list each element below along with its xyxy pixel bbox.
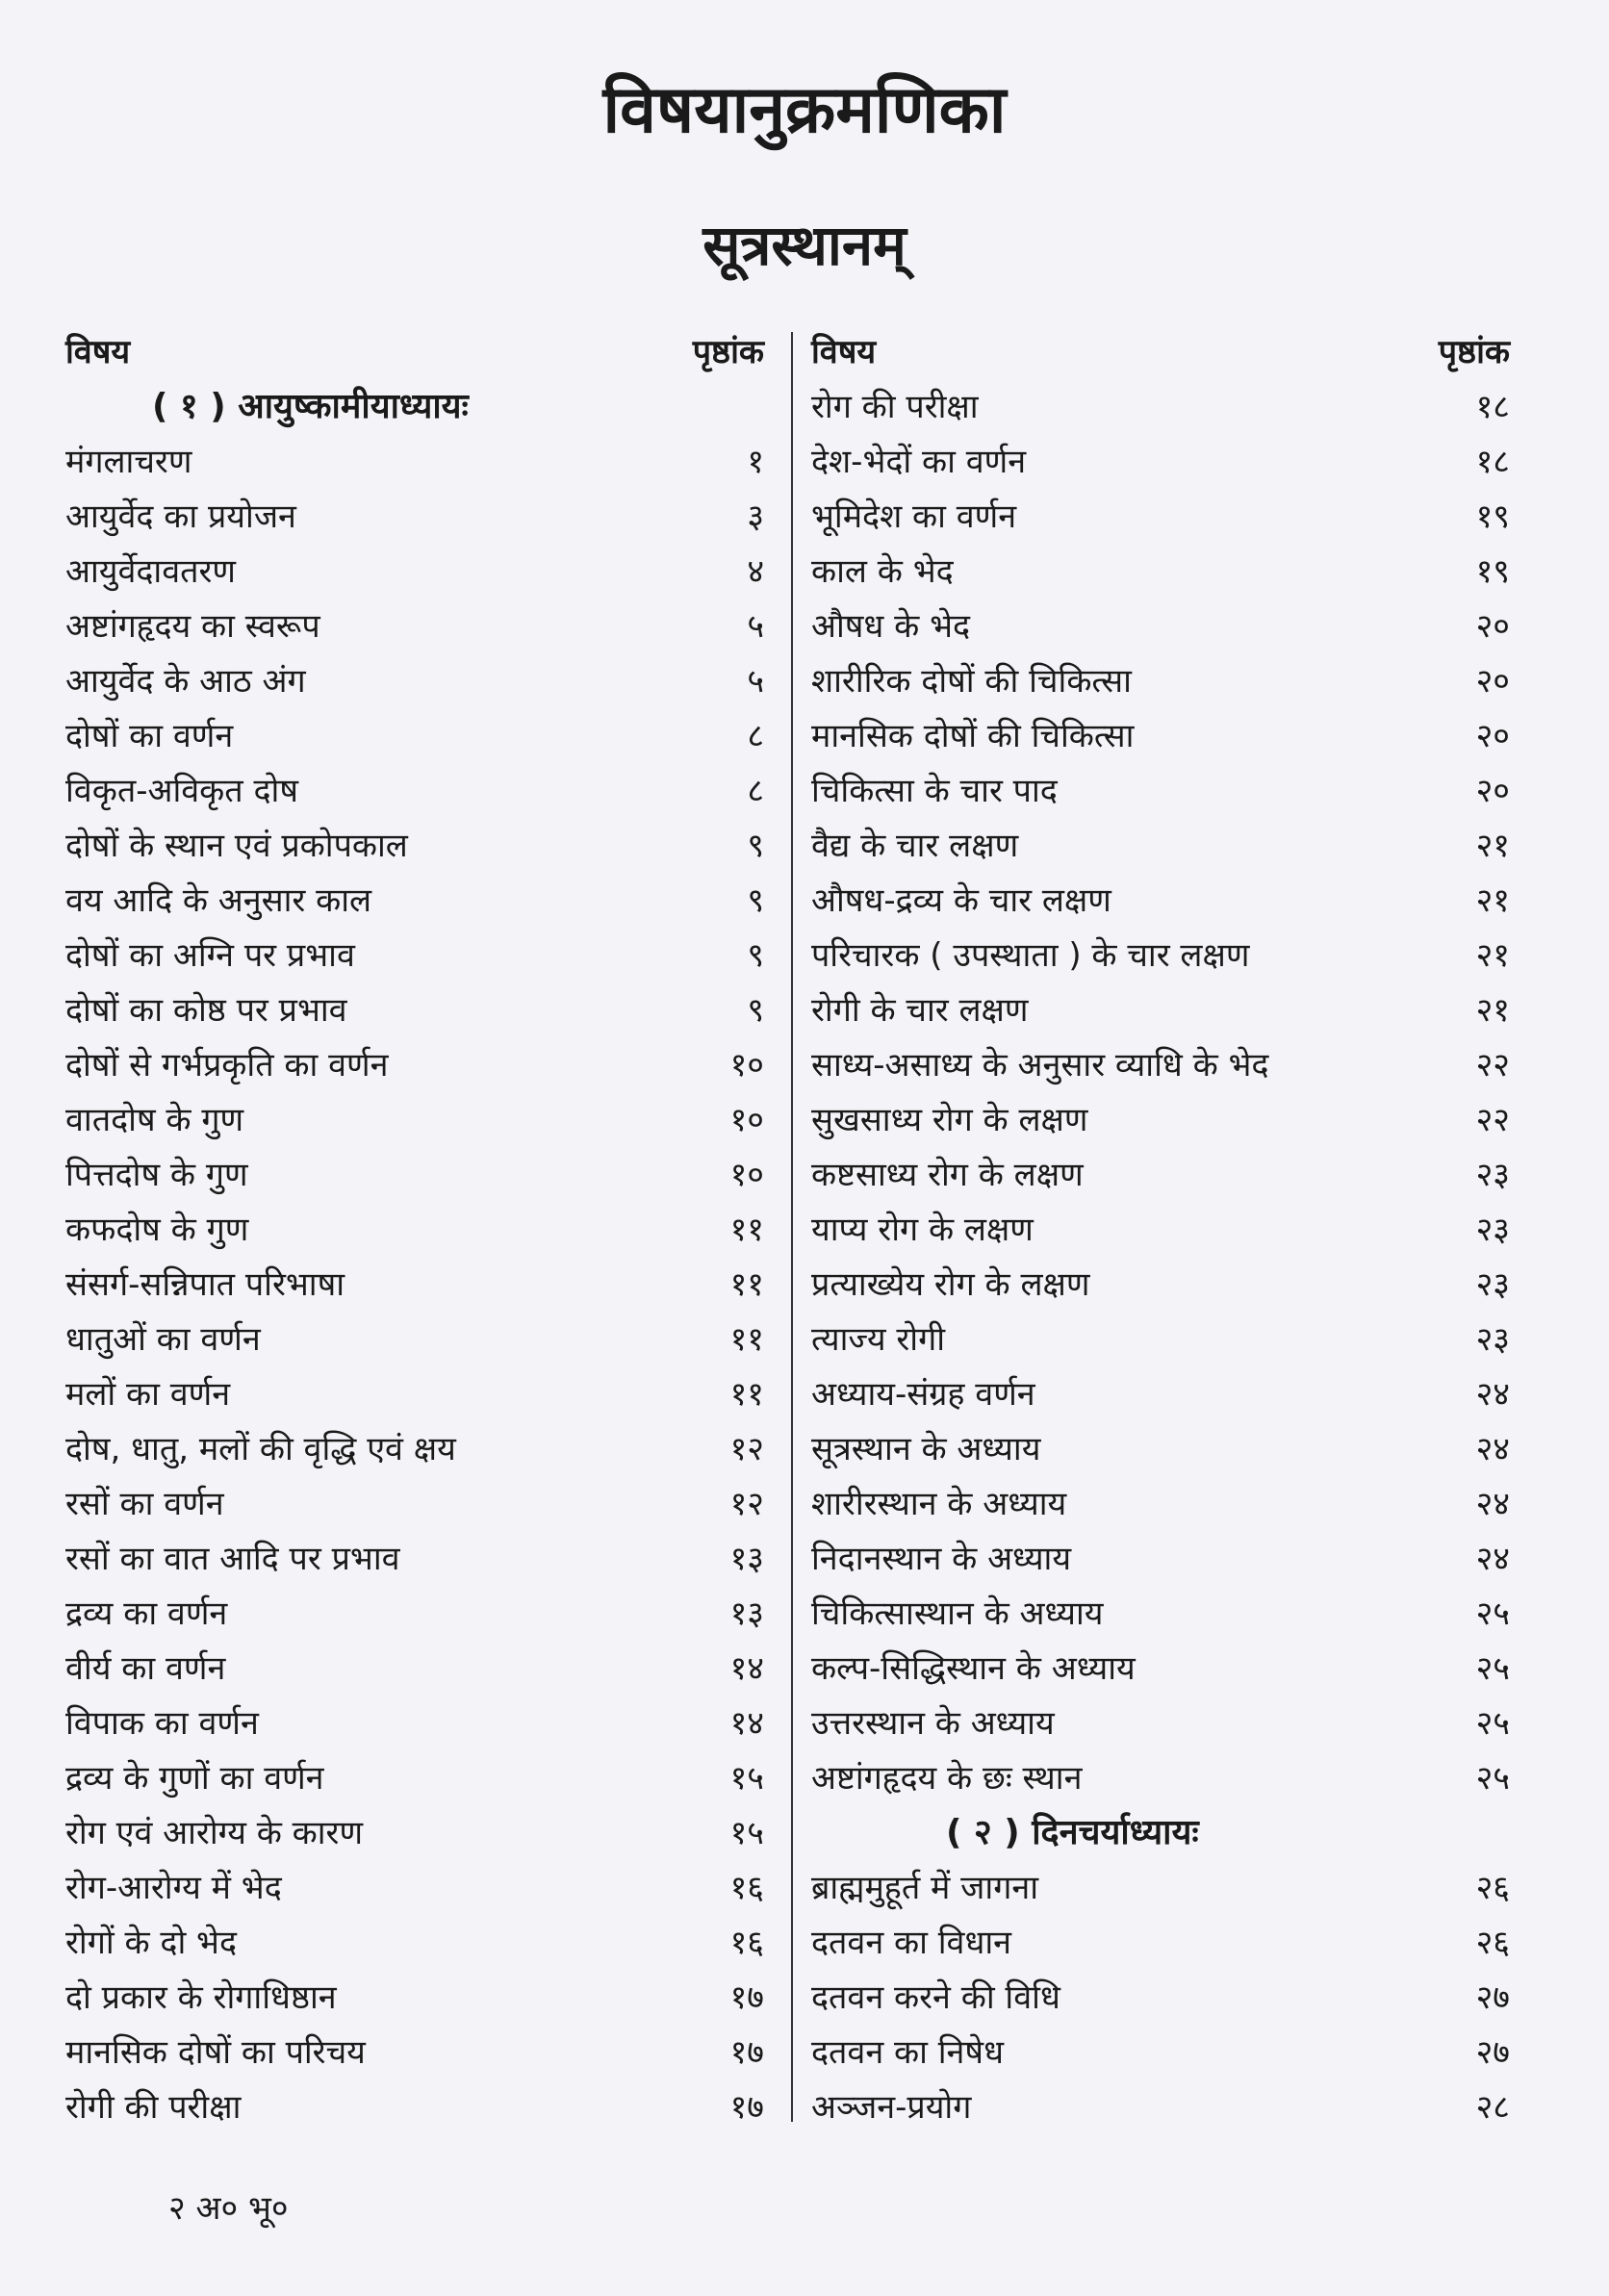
topic-header: विषय	[811, 332, 877, 371]
entry-page-number: २६	[1475, 1923, 1510, 1962]
toc-entry	[811, 542, 1514, 597]
entry-topic: रोग-आरोग्य में भेद	[65, 1868, 282, 1907]
entry-page-number: २४	[1475, 1484, 1510, 1523]
entry-page-number: २३	[1475, 1319, 1510, 1359]
toc-entry	[811, 651, 1514, 706]
toc-entry	[65, 1858, 768, 1913]
entry-topic: रसों का वर्णन	[65, 1484, 224, 1523]
entry-topic: मानसिक दोषों की चिकित्सा	[811, 716, 1135, 755]
entry-topic: ब्राह्ममुहूर्त में जागना	[811, 1868, 1039, 1907]
toc-entry	[811, 1090, 1514, 1145]
toc-entry	[811, 871, 1514, 926]
entry-topic: शारीरस्थान के अध्याय	[811, 1484, 1067, 1523]
entry-page-number: १	[747, 442, 764, 481]
entry-page-number: १३	[729, 1594, 764, 1633]
entry-page-number: ८	[747, 716, 764, 755]
entry-topic: अध्याय-संग्रह वर्णन	[811, 1374, 1035, 1414]
entry-topic: आयुर्वेदावतरण	[65, 551, 237, 591]
topic-header: विषय	[65, 332, 131, 371]
entry-topic: दो प्रकार के रोगाधिष्ठान	[65, 1977, 337, 2017]
entry-topic: आयुर्वेद के आठ अंग	[65, 661, 306, 701]
entry-topic: दतवन का विधान	[811, 1923, 1012, 1962]
entry-topic: परिचारक ( उपस्थाता ) के चार लक्षण	[811, 935, 1250, 975]
entry-topic: संसर्ग-सन्निपात परिभाषा	[65, 1264, 345, 1304]
entry-topic: रोगी के चार लक्षण	[811, 990, 1029, 1030]
toc-entry	[811, 1419, 1514, 1474]
toc-entry	[65, 1365, 768, 1419]
entry-page-number: २७	[1475, 1977, 1510, 2017]
entry-page-number: ८	[747, 771, 764, 810]
page-title: विषयानुक्रमणिका	[602, 72, 1007, 148]
entry-topic: पित्तदोष के गुण	[65, 1155, 248, 1194]
toc-entry	[65, 597, 768, 651]
page-header: पृष्ठांक	[692, 332, 764, 371]
toc-entry	[65, 1913, 768, 1968]
entry-topic: दोषों के स्थान एवं प्रकोपकाल	[65, 826, 408, 865]
entry-topic: साध्य-असाध्य के अनुसार व्याधि के भेद	[811, 1045, 1269, 1084]
entry-topic: वीर्य का वर्णन	[65, 1648, 226, 1688]
toc-entry	[65, 1803, 768, 1858]
column-header	[811, 322, 1514, 377]
toc-entry	[811, 926, 1514, 981]
entry-topic: चिकित्सास्थान के अध्याय	[811, 1594, 1104, 1633]
entry-topic: मलों का वर्णन	[65, 1374, 231, 1414]
entry-topic: रोगों के दो भेद	[65, 1923, 238, 1962]
toc-entry	[811, 377, 1514, 432]
entry-page-number: २४	[1475, 1539, 1510, 1578]
toc-entry	[811, 761, 1514, 816]
entry-page-number: १२	[729, 1429, 764, 1468]
entry-page-number: ९	[747, 990, 764, 1030]
entry-topic: याप्य रोग के लक्षण	[811, 1210, 1034, 1249]
toc-entry	[811, 1913, 1514, 1968]
entry-topic: वय आदि के अनुसार काल	[65, 880, 372, 920]
toc-entry	[811, 1035, 1514, 1090]
toc-entry	[65, 1419, 768, 1474]
toc-entry	[811, 1310, 1514, 1365]
entry-page-number: २४	[1475, 1429, 1510, 1468]
entry-topic: देश-भेदों का वर्णन	[811, 442, 1027, 481]
toc-entry	[65, 432, 768, 487]
entry-page-number: २३	[1475, 1210, 1510, 1249]
toc-entry	[65, 1255, 768, 1310]
entry-page-number: २५	[1475, 1648, 1510, 1688]
entry-page-number: २३	[1475, 1155, 1510, 1194]
toc-entry	[811, 1584, 1514, 1639]
toc-entry	[65, 1474, 768, 1529]
toc-entry	[811, 2078, 1514, 2132]
entry-page-number: ५	[747, 606, 764, 646]
entry-topic: धातुओं का वर्णन	[65, 1319, 261, 1359]
toc-entry	[65, 1584, 768, 1639]
toc-entry	[65, 542, 768, 597]
entry-page-number: ३	[747, 497, 764, 536]
entry-topic: वैद्य के चार लक्षण	[811, 826, 1019, 865]
entry-page-number: १०	[729, 1155, 764, 1194]
entry-topic: त्याज्य रोगी	[811, 1319, 946, 1359]
entry-topic: रोग एवं आरोग्य के कारण	[65, 1813, 364, 1852]
chapter-title: ( १ ) आयुष्कामीयाध्यायः	[152, 387, 469, 426]
entry-topic: द्रव्य के गुणों का वर्णन	[65, 1758, 324, 1798]
entry-page-number: २४	[1475, 1374, 1510, 1414]
entry-topic: विपाक का वर्णन	[65, 1703, 259, 1743]
toc-entry	[65, 761, 768, 816]
entry-topic: औषध के भेद	[811, 606, 971, 646]
toc-entry	[811, 1474, 1514, 1529]
entry-page-number: २२	[1475, 1045, 1510, 1084]
entry-page-number: ९	[747, 935, 764, 975]
toc-entry	[65, 1145, 768, 1200]
entry-topic: विकृत-अविकृत दोष	[65, 771, 298, 810]
toc-entry	[65, 871, 768, 926]
entry-topic: आयुर्वेद का प्रयोजन	[65, 497, 296, 536]
toc-entry	[65, 1529, 768, 1584]
entry-page-number: १२	[729, 1484, 764, 1523]
entry-page-number: ११	[729, 1319, 764, 1359]
entry-topic: उत्तरस्थान के अध्याय	[811, 1703, 1055, 1743]
toc-entry	[65, 816, 768, 871]
entry-topic: कष्टसाध्य रोग के लक्षण	[811, 1155, 1084, 1194]
entry-page-number: १७	[729, 2087, 764, 2127]
entry-topic: औषध-द्रव्य के चार लक्षण	[811, 880, 1111, 920]
toc-entry	[811, 1200, 1514, 1255]
entry-page-number: २०	[1475, 771, 1510, 810]
entry-page-number: २०	[1475, 716, 1510, 755]
toc-entry	[65, 487, 768, 542]
entry-topic: रोगी की परीक्षा	[65, 2087, 242, 2127]
entry-page-number: १३	[729, 1539, 764, 1578]
entry-page-number: २६	[1475, 1868, 1510, 1907]
entry-topic: रसों का वात आदि पर प्रभाव	[65, 1539, 400, 1578]
entry-page-number: ९	[747, 880, 764, 920]
entry-page-number: १८	[1475, 387, 1510, 426]
entry-topic: मानसिक दोषों का परिचय	[65, 2032, 366, 2072]
toc-entry	[65, 2078, 768, 2132]
entry-topic: दतवन करने की विधि	[811, 1977, 1060, 2017]
toc-entries	[65, 432, 768, 2132]
column-header	[65, 322, 768, 377]
entry-topic: दोषों से गर्भप्रकृति का वर्णन	[65, 1045, 389, 1084]
toc-entry	[811, 816, 1514, 871]
entry-topic: दोषों का वर्णन	[65, 716, 234, 755]
toc-entry	[65, 1748, 768, 1803]
entry-page-number: १९	[1475, 497, 1510, 536]
toc-entry	[65, 1310, 768, 1365]
entry-page-number: ४	[747, 551, 764, 591]
entry-page-number: १४	[729, 1648, 764, 1688]
entry-page-number: १४	[729, 1703, 764, 1743]
entry-page-number: २८	[1475, 2087, 1510, 2127]
toc-right-column	[811, 322, 1514, 2132]
entry-topic: काल के भेद	[811, 551, 954, 591]
toc-entry	[811, 1365, 1514, 1419]
toc-entry	[65, 1035, 768, 1090]
column-divider	[791, 332, 793, 2122]
entry-page-number: १८	[1475, 442, 1510, 481]
entry-topic: प्रत्याख्येय रोग के लक्षण	[811, 1264, 1090, 1304]
toc-entry	[65, 926, 768, 981]
chapter-heading	[811, 1803, 1514, 1858]
entry-topic: दोषों का अग्नि पर प्रभाव	[65, 935, 355, 975]
entry-page-number: ९	[747, 826, 764, 865]
toc-entry	[811, 432, 1514, 487]
entry-topic: अष्टांगहृदय का स्वरूप	[65, 606, 320, 646]
section-title: सूत्रस्थानम्	[702, 213, 907, 278]
entry-page-number: २५	[1475, 1594, 1510, 1633]
entry-page-number: १५	[729, 1758, 764, 1798]
entry-page-number: २१	[1475, 990, 1510, 1030]
toc-entry	[811, 597, 1514, 651]
entry-topic: अष्टांगहृदय के छः स्थान	[811, 1758, 1083, 1798]
entry-page-number: १६	[729, 1923, 764, 1962]
entry-topic: दोष, धातु, मलों की वृद्धि एवं क्षय	[65, 1429, 456, 1468]
toc-entry	[811, 1529, 1514, 1584]
entry-page-number: २५	[1475, 1758, 1510, 1798]
entry-page-number: २५	[1475, 1703, 1510, 1743]
entry-page-number: २१	[1475, 935, 1510, 975]
entry-topic: वातदोष के गुण	[65, 1100, 244, 1139]
chapter-title: ( २ ) दिनचर्याध्यायः	[946, 1813, 1199, 1852]
toc-entry	[811, 706, 1514, 761]
toc-entry	[811, 1639, 1514, 1694]
toc-entry	[65, 706, 768, 761]
entry-page-number: २०	[1475, 606, 1510, 646]
toc-left-column	[65, 322, 768, 2132]
entry-topic: भूमिदेश का वर्णन	[811, 497, 1017, 536]
entry-page-number: १७	[729, 2032, 764, 2072]
signature-mark: २ अ० भू०	[168, 2189, 289, 2228]
entry-page-number: १५	[729, 1813, 764, 1852]
toc-entry	[65, 2023, 768, 2078]
entry-page-number: १७	[729, 1977, 764, 2017]
toc-entries	[811, 1858, 1514, 2132]
entry-page-number: १६	[729, 1868, 764, 1907]
entry-topic: सूत्रस्थान के अध्याय	[811, 1429, 1041, 1468]
toc-entry	[811, 1748, 1514, 1803]
entry-page-number: २३	[1475, 1264, 1510, 1304]
toc-entry	[811, 2023, 1514, 2078]
toc-entry	[65, 1694, 768, 1748]
toc-entry	[65, 1090, 768, 1145]
toc-entry	[811, 487, 1514, 542]
entry-topic: सुखसाध्य रोग के लक्षण	[811, 1100, 1088, 1139]
toc-entry	[65, 1200, 768, 1255]
toc-entry	[811, 1694, 1514, 1748]
entry-page-number: २१	[1475, 880, 1510, 920]
entry-page-number: १०	[729, 1045, 764, 1084]
chapter-heading	[65, 377, 768, 432]
entry-page-number: २०	[1475, 661, 1510, 701]
toc-entry	[811, 1858, 1514, 1913]
page-header: पृष्ठांक	[1438, 332, 1510, 371]
entry-topic: कल्प-सिद्धिस्थान के अध्याय	[811, 1648, 1136, 1688]
toc-entry	[65, 1968, 768, 2023]
entry-page-number: ११	[729, 1374, 764, 1414]
toc-entry	[811, 1255, 1514, 1310]
entry-page-number: ५	[747, 661, 764, 701]
entry-page-number: १९	[1475, 551, 1510, 591]
entry-page-number: २२	[1475, 1100, 1510, 1139]
toc-entry	[65, 1639, 768, 1694]
entry-page-number: १०	[729, 1100, 764, 1139]
entry-topic: कफदोष के गुण	[65, 1210, 249, 1249]
entry-topic: चिकित्सा के चार पाद	[811, 771, 1058, 810]
toc-entries	[811, 377, 1514, 1803]
entry-topic: द्रव्य का वर्णन	[65, 1594, 228, 1633]
entry-topic: दोषों का कोष्ठ पर प्रभाव	[65, 990, 347, 1030]
toc-entry	[65, 651, 768, 706]
entry-page-number: २७	[1475, 2032, 1510, 2072]
toc-entry	[811, 1968, 1514, 2023]
toc-entry	[65, 981, 768, 1035]
entry-page-number: ११	[729, 1210, 764, 1249]
entry-page-number: २१	[1475, 826, 1510, 865]
entry-topic: दतवन का निषेध	[811, 2032, 1004, 2072]
toc-entry	[811, 981, 1514, 1035]
toc-entry	[811, 1145, 1514, 1200]
entry-topic: निदानस्थान के अध्याय	[811, 1539, 1072, 1578]
entry-topic: मंगलाचरण	[65, 442, 192, 481]
entry-topic: रोग की परीक्षा	[811, 387, 979, 426]
entry-page-number: ११	[729, 1264, 764, 1304]
entry-topic: अञ्जन-प्रयोग	[811, 2087, 972, 2127]
entry-topic: शारीरिक दोषों की चिकित्सा	[811, 661, 1132, 701]
